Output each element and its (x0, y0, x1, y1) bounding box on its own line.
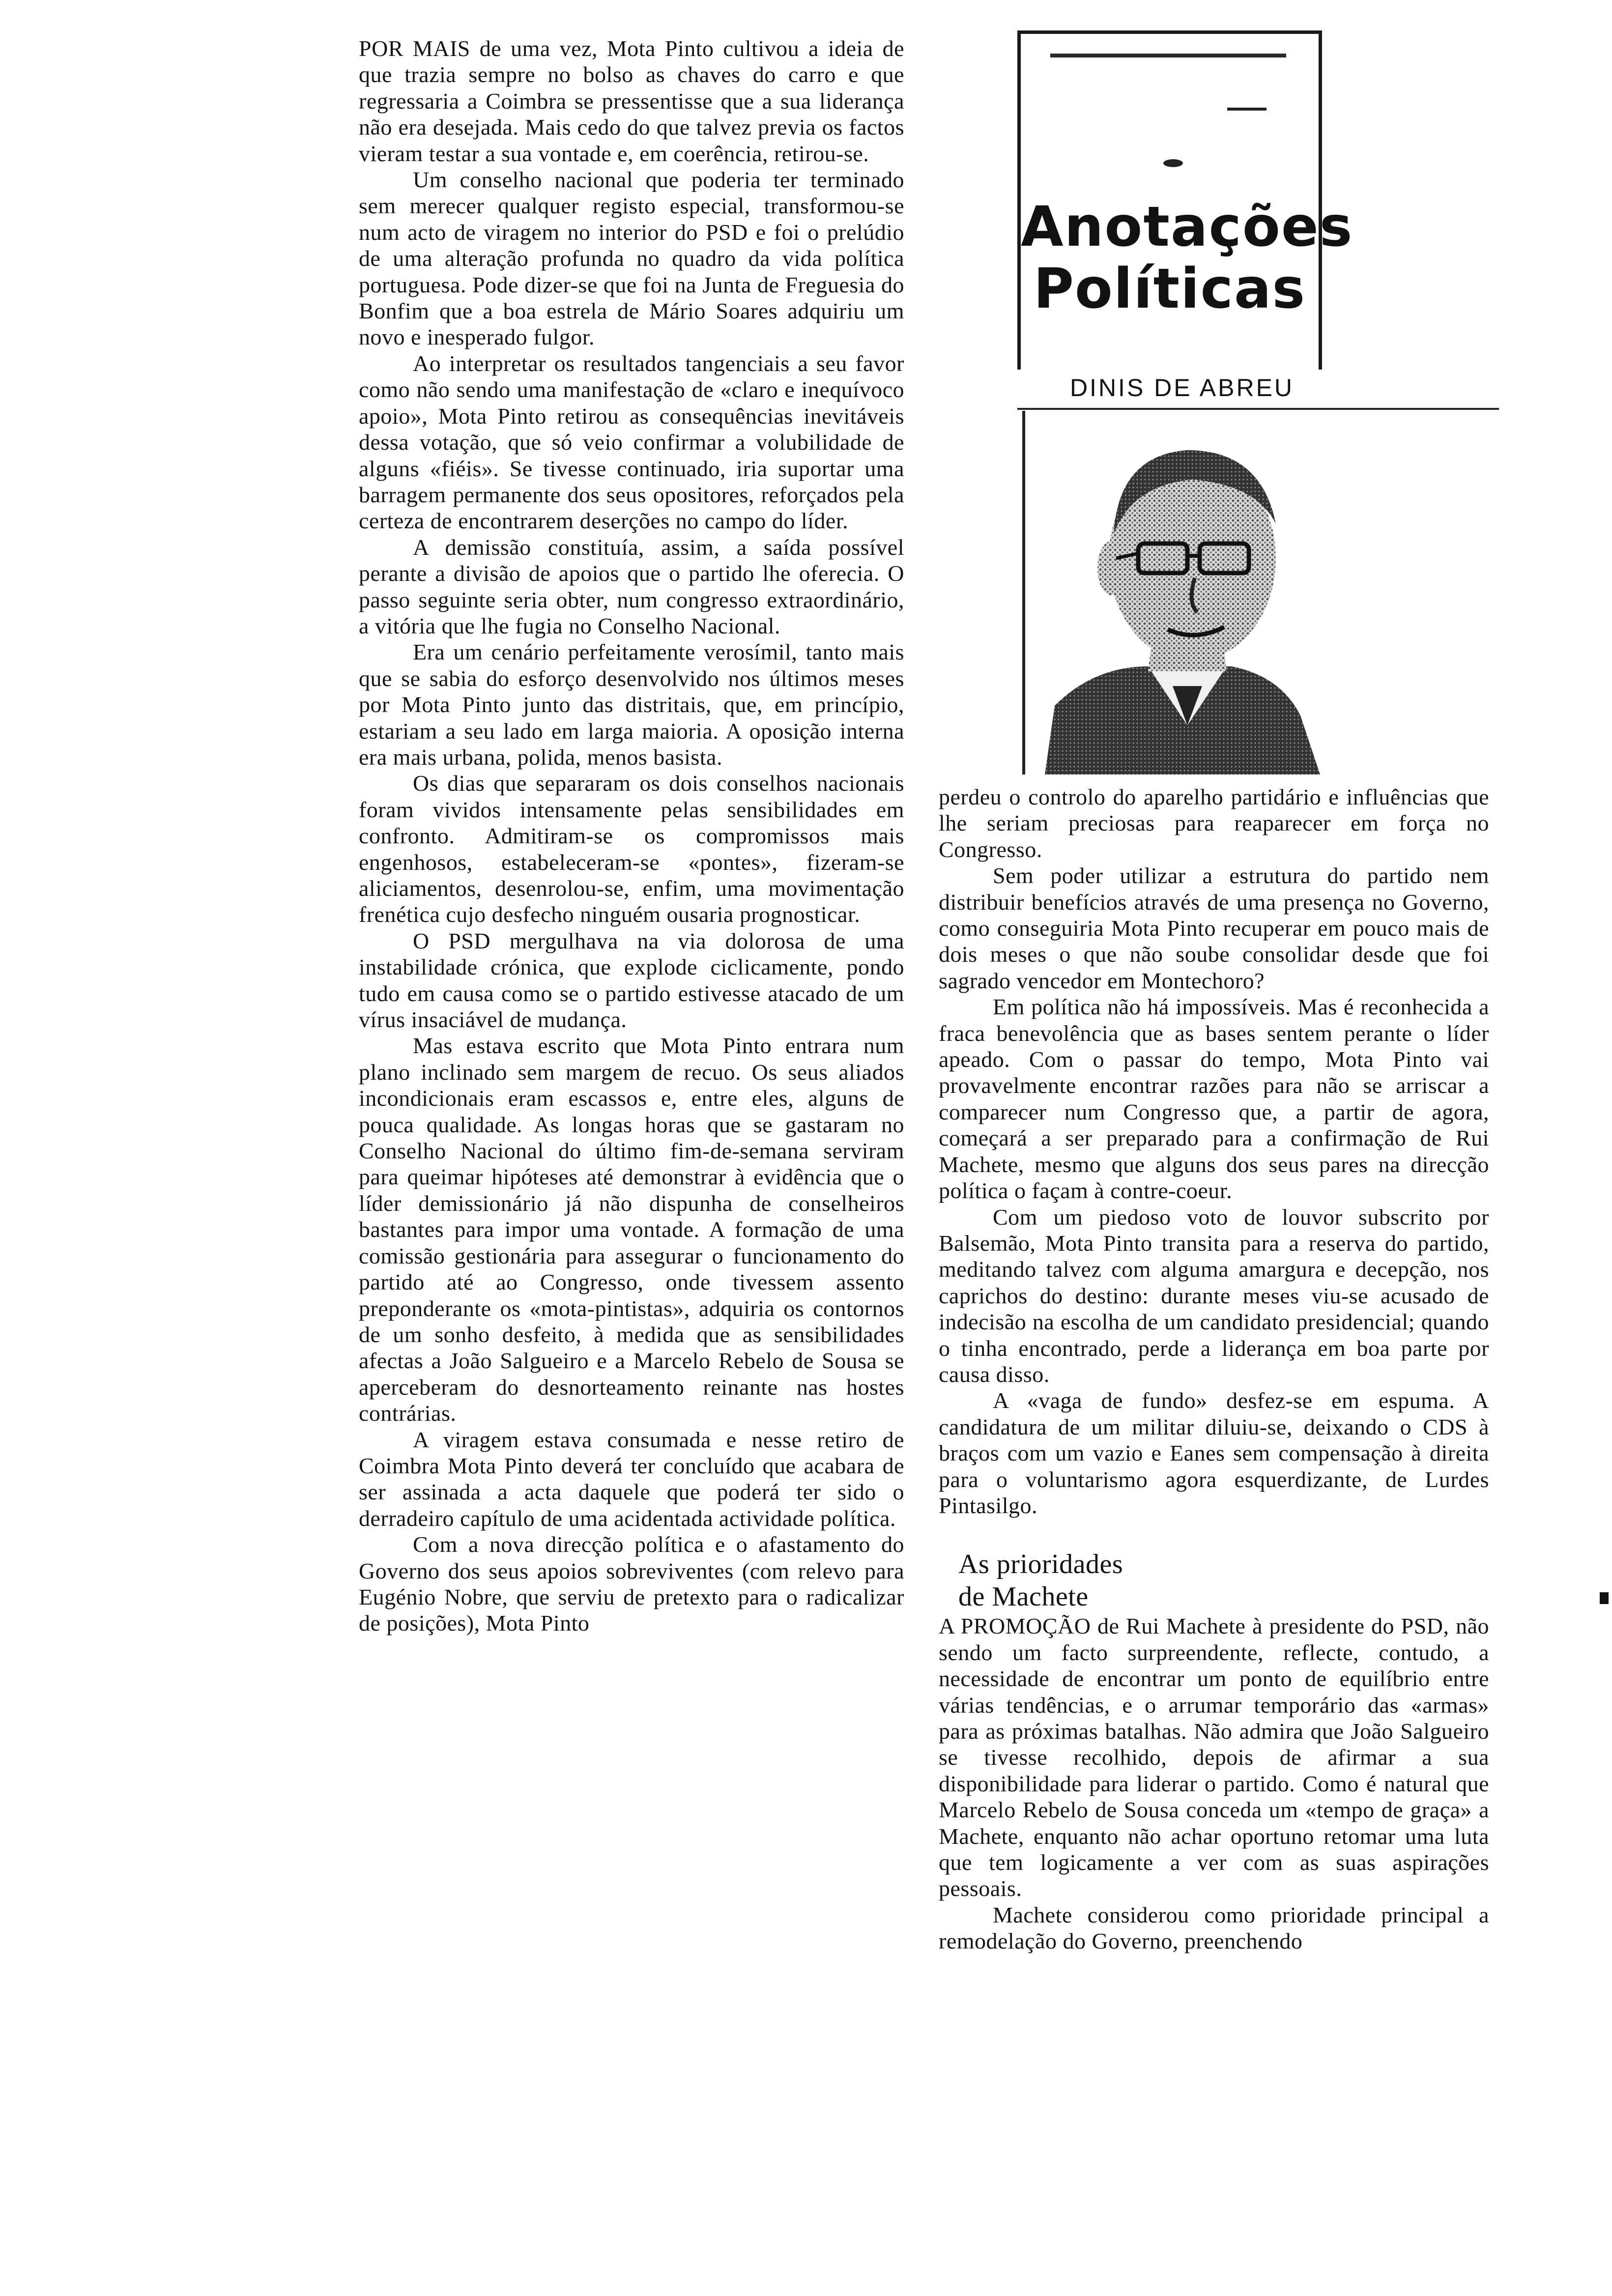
article-paragraph: A PROMOÇÃO de Rui Machete à presidente do PSD, não sendo um facto surpreendente, reflecte, contudo, a necessidade de encontrar um ponto de equilíbrio entre várias tendências, e o arrumar temporário das «armas» para as próximas batalhas. Não admira que João Salgueiro se tivesse recolhido, depois de afirmar a sua disponibilidade para liderar o partido. Como é natural que Marcelo Rebelo de Sousa conceda um «tempo de graça» a Machete, enquanto não achar oportuno retomar uma luta que tem logicamente a ver com as suas aspirações pessoais. (939, 1613, 1489, 1901)
article-paragraph: A viragem estava consumada e nesse retiro de Coimbra Mota Pinto deverá ter concluído que acabara de ser assinada a acta daquele que poderá ter sido o derradeiro capítulo de uma acidentada actividade política. (359, 1427, 904, 1531)
column-header-box (1017, 30, 1353, 370)
column-title-line-2: Políticas (1033, 257, 1306, 321)
article-paragraph: Sem poder utilizar a estrutura do partido nem distribuir benefícios através de uma presença no Governo, como conseguiria Mota Pinto recuperar em pouco mais de dois meses o que não soube consolidar desde que foi sagrado vencedor em Montechoro? (939, 863, 1489, 993)
decorative-dot (1163, 159, 1183, 167)
subhead-line-2: de Machete (958, 1581, 1089, 1612)
decorative-mark (1227, 108, 1267, 119)
author-portrait-icon (1025, 411, 1330, 775)
author-photo (1022, 411, 1330, 775)
byline-rule (1017, 408, 1499, 410)
article-paragraph: perdeu o controlo do aparelho partidário e influências que lhe seriam preciosas para reaparecer em força no Congresso. (939, 784, 1489, 862)
column-title (1021, 195, 1353, 321)
article-paragraph: O PSD mergulhava na via dolorosa de uma instabilidade crónica, que explode ciclicamente, pondo tudo em causa como se o partido estivesse atacado de um vírus insaciável de mudança. (359, 928, 904, 1033)
section-subhead (939, 1548, 1489, 1613)
article-paragraph: Era um cenário perfeitamente verosímil, tanto mais que se sabia do esforço desenvolvido nos últimos meses por Mota Pinto junto das distritais, que, em princípio, estariam a seu lado em larga maioria. A oposição interna era mais urbana, polida, menos basista. (359, 639, 904, 770)
decorative-rule (1050, 54, 1286, 57)
article-paragraph: Um conselho nacional que poderia ter terminado sem merecer qualquer registo especial, transformou-se num acto de viragem no interior do PSD e foi o prelúdio de uma alteração profunda no quadro da vida política portuguesa. Pode dizer-se que foi na Junta de Freguesia do Bonfim que a boa estrela de Mário Soares adquiriu um novo e inesperado fulgor. (359, 167, 904, 350)
article-paragraph: Mas estava escrito que Mota Pinto entrara num plano inclinado sem margem de recuo. Os seus aliados incondicionais eram escassos e, entre eles, alguns de pouca qualidade. As longas horas que se gastaram no Conselho Nacional do último fim-de-semana serviram para queimar hipóteses até demonstrar à evidência que o líder demissionário já não dispunha de conselheiros bastantes para impor uma vontade. A formação de uma comissão gestionária para assegurar o funcionamento do partido até ao Congresso, onde tivessem assento preponderante os «mota-pintistas», adquiria os contornos de um sonho desfeito, à medida que as sensibilidades afectas a João Salgueiro e a Marcelo Rebelo de Sousa se aperceberam do desnorteamento reinante nas hostes contrárias. (359, 1033, 904, 1426)
article-paragraph: Ao interpretar os resultados tangenciais a seu favor como não sendo uma manifestação de «claro e inequívoco apoio», Mota Pinto retirou as consequências inevitáveis dessa votação, que só veio confirmar a volubilidade de alguns «fiéis». Se tivesse continuado, iria suportar uma barragem permanente dos seus opositores, reforçados pela certeza de encontrarem deserções no campo do líder. (359, 350, 904, 534)
article-paragraph: A demissão constituía, assim, a saída possível perante a divisão de apoios que o partido lhe oferecia. O passo seguinte seria obter, num congresso extraordinário, a vitória que lhe fugia no Conselho Nacional. (359, 534, 904, 638)
article-column-left (359, 35, 904, 1636)
article-paragraph: Com a nova direcção política e o afastamento do Governo dos seus apoios sobreviventes (com relevo para Eugénio Nobre, que serviu de pretexto para o radicalizar de posições), Mota Pinto (359, 1532, 904, 1636)
article-paragraph: A «vaga de fundo» desfez-se em espuma. A candidatura de um militar diluiu-se, deixando o CDS à braços com um vazio e Eanes sem compensação à direita para o voluntarismo agora esquerdizante, de Lurdes Pintasilgo. (939, 1388, 1489, 1518)
article-paragraph: Machete considerou como prioridade principal a remodelação do Governo, preenchendo (939, 1902, 1489, 1954)
scan-edge-mark (1600, 1592, 1609, 1604)
article-paragraph: POR MAIS de uma vez, Mota Pinto cultivou a ideia de que trazia sempre no bolso as chaves do carro e que regressaria a Coimbra se pressentisse que a sua liderança não era desejada. Mais cedo do que talvez previa os factos vieram testar a sua vontade e, em coerência, retirou-se. (359, 36, 904, 166)
author-byline: DINIS DE ABREU (1069, 374, 1295, 402)
article-paragraph: Os dias que separaram os dois conselhos nacionais foram vividos intensamente pelas sensibilidades em confronto. Admitiram-se os compromissos mais engenhosos, estabeleceram-se «pontes», fizeram-se aliciamentos, desenrolou-se, enfim, uma movimentação frenética cujo desfecho ninguém ousaria prognosticar. (359, 771, 904, 927)
subhead-line-1: As prioridades (958, 1549, 1123, 1580)
article-column-right (939, 784, 1489, 1954)
column-title-line-1: Anotações (1021, 195, 1353, 259)
article-paragraph: Com um piedoso voto de louvor subscrito por Balsemão, Mota Pinto transita para a reserva do partido, meditando talvez com alguma amargura e decepção, nos caprichos do destino: durante meses viu-se acusado de indecisão na escolha de um candidato presidencial; quando o tinha encontrado, perde a liderança em boa parte por causa disso. (939, 1204, 1489, 1387)
article-paragraph: Em política não há impossíveis. Mas é reconhecida a fraca benevolência que as bases sentem perante o líder apeado. Com o passar do tempo, Mota Pinto vai provavelmente encontrar razões para não se arriscar a comparecer num Congresso que, a partir de agora, começará a ser preparado para a confirmação de Rui Machete, mesmo que alguns dos seus pares na direcção política o façam à contre-coeur. (939, 994, 1489, 1204)
